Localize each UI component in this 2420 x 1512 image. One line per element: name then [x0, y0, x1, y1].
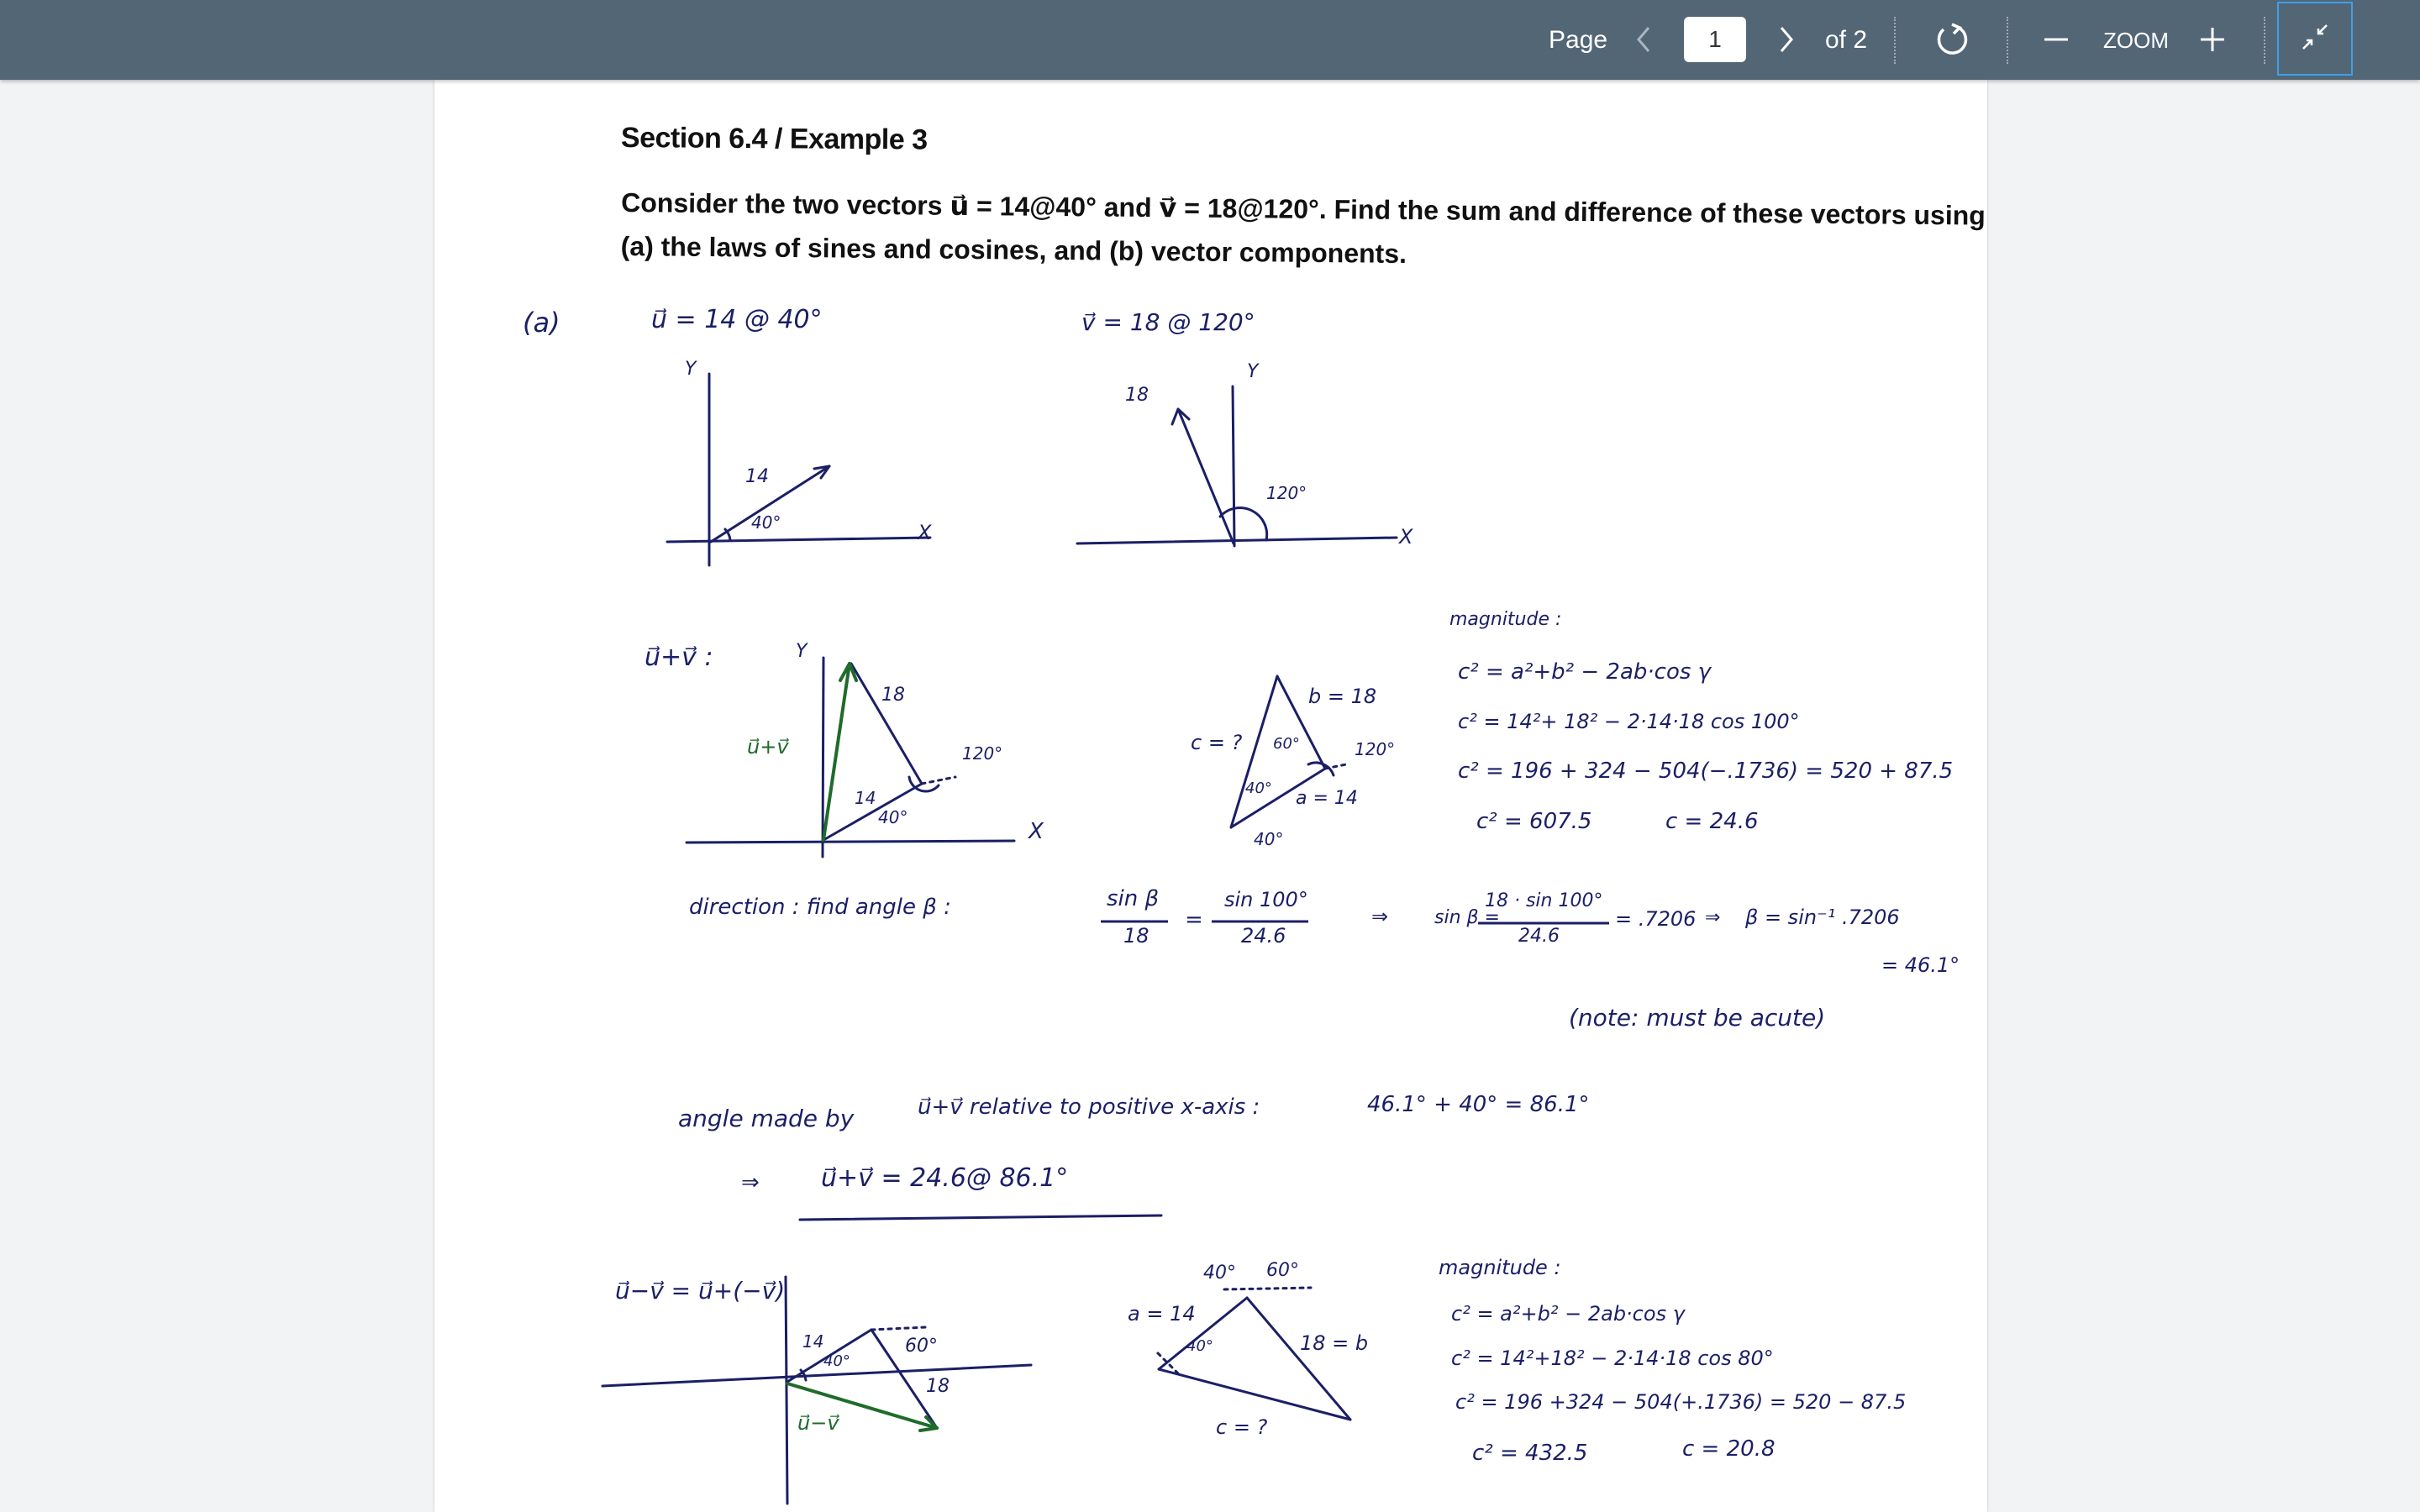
diff-triangle-60-label: 60°: [1266, 1260, 1299, 1281]
v-definition: v⃗ = 18 @ 120°: [1081, 308, 1255, 336]
triangle-120-label: 120°: [1355, 739, 1396, 759]
fraction-numerator: sin β: [1107, 886, 1160, 911]
sum-18-label: 18: [881, 685, 905, 706]
y-axis-label: Y: [1247, 361, 1259, 382]
difference-label: u⃗−v⃗ = u⃗+(−v⃗): [615, 1277, 786, 1305]
diff-triangle-40b-label: 40°: [1186, 1337, 1213, 1355]
diff-x-axis: [602, 1365, 1031, 1386]
sum-40-label: 40°: [878, 807, 908, 827]
toolbar-separator: [1894, 17, 1896, 64]
diff-y-axis: [786, 1277, 787, 1504]
fraction-denominator: 24.6: [1241, 924, 1286, 948]
exit-fullscreen-button[interactable]: [2277, 2, 2353, 76]
sum-label: u⃗+v⃗ :: [644, 643, 713, 672]
viewer-toolbar: [0, 0, 2420, 80]
y-axis-label: Y: [796, 641, 808, 662]
rotate-icon[interactable]: [1931, 18, 1973, 60]
v-magnitude-label: 18: [1125, 385, 1149, 406]
triangle-40-label: 40°: [1254, 829, 1284, 849]
diff-14-label: 14: [802, 1331, 824, 1352]
page-count: of 2: [1825, 26, 1868, 54]
fraction-numerator: sin 100°: [1224, 888, 1308, 911]
diff-40-label: 40°: [823, 1352, 850, 1370]
problem-statement: Consider the two vectors u⃗ = 14@40° and v⃗ = 18@120°. Find the sum and difference of these vectors using (a) the laws of sines and cosines, and (b) vector components.: [620, 187, 1986, 269]
magnitude-result: c = 24.6: [1665, 809, 1759, 834]
cosine-law-line: c² = 196 + 324 − 504(−.1736) = 520 + 87.5: [1458, 759, 1954, 784]
v-x-axis: [1077, 538, 1397, 543]
magnitude-heading: magnitude :: [1449, 609, 1562, 630]
section-title: Section 6.4 / Example 3: [620, 122, 928, 156]
y-axis-label: Y: [685, 359, 697, 380]
diff-triangle-b: [1247, 1298, 1350, 1420]
direction-label: direction : find angle β :: [689, 895, 951, 920]
x-axis-label: X: [1028, 819, 1044, 844]
triangle-40-label: 40°: [1245, 780, 1272, 797]
x-axis-label: X: [1399, 525, 1413, 549]
v-vector: [1178, 409, 1234, 543]
exit-fullscreen-icon: [2298, 20, 2332, 58]
diff-triangle-c: [1159, 1369, 1350, 1420]
u-x-axis: [667, 538, 930, 542]
sum-120-label: 120°: [962, 743, 1003, 764]
sum-result: u⃗+v⃗ = 24.6@ 86.1°: [821, 1163, 1069, 1193]
toolbar-separator: [2007, 17, 2008, 64]
sum-resultant-vector: [823, 664, 850, 840]
angle-made-label: angle made by: [678, 1105, 855, 1132]
sin-beta-result: = .7206: [1615, 907, 1697, 931]
sin-beta-label: sin β =: [1434, 907, 1500, 928]
triangle-60-label: 60°: [1273, 735, 1300, 753]
zoom-label: ZOOM: [2103, 28, 2169, 53]
diff-triangle-c-label: c = ?: [1216, 1415, 1268, 1439]
part-a-label: (a): [523, 307, 560, 339]
relative-axis-label: u⃗+v⃗ relative to positive x-axis :: [918, 1095, 1260, 1120]
v-angle-label: 120°: [1266, 483, 1307, 503]
chevron-right-icon[interactable]: [1765, 18, 1807, 60]
sum-14-label: 14: [855, 788, 876, 808]
cosine-law-line: c² = 196 +324 − 504(+.1736) = 520 − 87.5: [1455, 1390, 1907, 1414]
beta-value: = 46.1°: [1881, 953, 1960, 977]
acute-note: (note: must be acute): [1569, 1004, 1826, 1032]
chevron-left-icon[interactable]: [1623, 18, 1665, 60]
cosine-law-line: c² = a²+b² − 2ab·cos γ: [1451, 1302, 1685, 1326]
diff-vector-label: u⃗−v⃗: [797, 1411, 839, 1435]
diff-triangle-a-label: a = 14: [1128, 1302, 1196, 1326]
cosine-law-line: c² = 432.5: [1472, 1441, 1588, 1466]
document-page: [434, 80, 1987, 1512]
diff-60-label: 60°: [905, 1336, 938, 1357]
u-angle-label: 40°: [751, 512, 781, 533]
cosine-law-line: c² = a²+b² − 2ab·cos γ: [1458, 659, 1712, 685]
sum-x-axis: [687, 841, 1014, 843]
minus-icon[interactable]: [2035, 18, 2077, 60]
toolbar-separator: [2264, 17, 2265, 64]
magnitude-heading: magnitude :: [1439, 1256, 1561, 1279]
diff-triangle-40-label: 40°: [1203, 1263, 1236, 1284]
diff-18-label: 18: [926, 1376, 950, 1397]
fraction-denominator: 18: [1123, 924, 1150, 948]
triangle-c-label: c = ?: [1191, 731, 1243, 754]
cosine-law-line: c² = 14²+ 18² − 2·14·18 cos 100°: [1458, 710, 1800, 733]
page-label: Page: [1549, 26, 1608, 54]
v-y-axis: [1233, 386, 1234, 546]
final-underline: [800, 1215, 1161, 1220]
beta-equation: β = sin⁻¹ .7206: [1745, 906, 1900, 929]
implies-arrow: ⇒: [1371, 905, 1389, 928]
angle-sum: 46.1° + 40° = 86.1°: [1367, 1092, 1590, 1117]
triangle-a-label: a = 14: [1296, 788, 1358, 809]
triangle-b-label: b = 18: [1308, 685, 1377, 708]
u-magnitude-label: 14: [745, 466, 769, 487]
fraction-numerator: 18 · sin 100°: [1485, 890, 1603, 911]
magnitude-result: c = 20.8: [1682, 1436, 1776, 1462]
cosine-law-line: c² = 14²+18² − 2·14·18 cos 80°: [1451, 1347, 1774, 1370]
sum-v-vector: [851, 664, 922, 784]
sum-vector-label: u⃗+v⃗: [747, 735, 789, 759]
equals-sign: =: [1185, 907, 1203, 932]
plus-icon[interactable]: [2191, 18, 2233, 60]
u-definition: u⃗ = 14 @ 40°: [651, 305, 823, 334]
implies-arrow: ⇒: [1705, 907, 1721, 928]
x-axis-label: X: [918, 521, 932, 544]
fraction-denominator: 24.6: [1518, 926, 1560, 947]
diff-triangle-b-label: 18 = b: [1300, 1331, 1369, 1355]
implies-arrow: ⇒: [741, 1170, 760, 1195]
page-number-input[interactable]: [1684, 17, 1746, 62]
cosine-law-line: c² = 607.5: [1476, 809, 1592, 834]
